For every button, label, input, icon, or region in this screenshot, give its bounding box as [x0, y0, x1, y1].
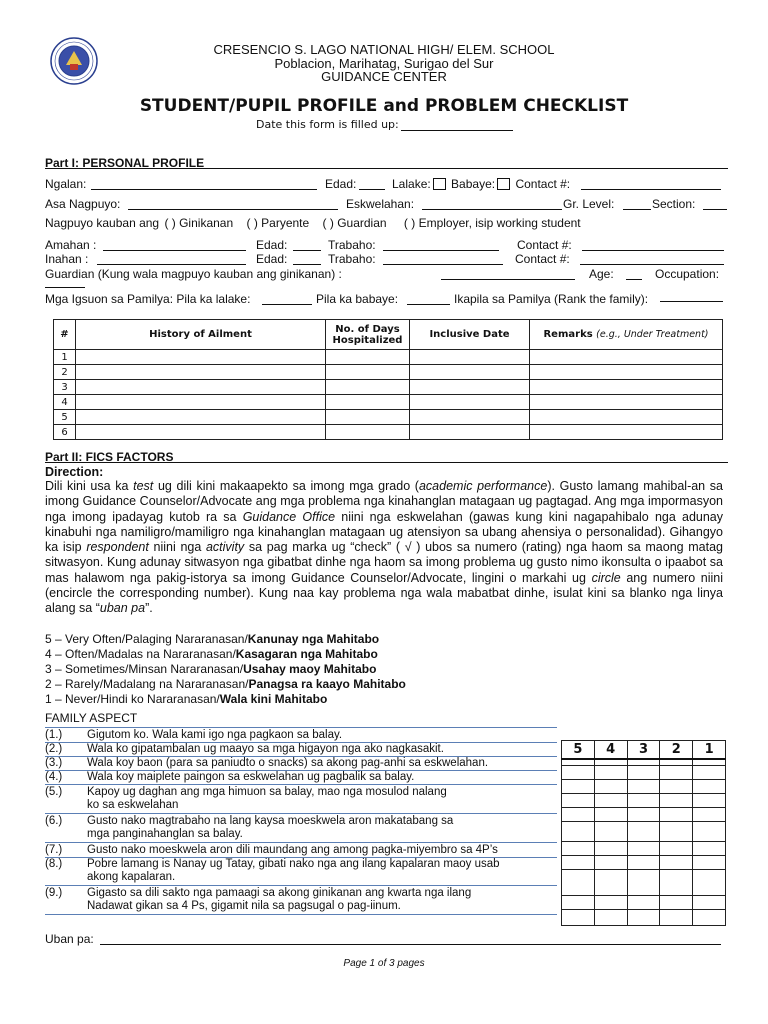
ailment-cell[interactable]: [326, 350, 410, 365]
rating-5: [45, 632, 406, 647]
guardian-overflow-line[interactable]: [45, 287, 85, 288]
family-item-number: (3.): [45, 757, 63, 769]
scale-row: [562, 766, 726, 780]
edad-field[interactable]: [359, 189, 385, 190]
amahan-edad-label: Edad:: [256, 238, 288, 252]
inahan-edad-field[interactable]: [293, 264, 321, 265]
guardian-label: Guardian (Kung wala magpuyo kauban ang ginikanan) :: [45, 267, 342, 281]
ailment-cell[interactable]: [530, 425, 723, 440]
scale-cell[interactable]: [562, 780, 595, 794]
col-history: History of Ailment: [76, 320, 326, 350]
family-item-text-cont: Nadawat gikan sa 4 Ps, gigamit nila sa pagsugal o pag-iinum.: [87, 900, 401, 912]
option-guardian[interactable]: ( ) Guardian: [322, 216, 387, 230]
family-item-text: Gigasto sa dili sakto nga pamaagi sa akong ginikanan ang kwarta nga ilang: [87, 887, 472, 899]
scale-cell[interactable]: [562, 759, 595, 766]
ailment-cell[interactable]: [530, 380, 723, 395]
amahan-field[interactable]: [103, 250, 246, 251]
ailment-table: [53, 319, 723, 440]
scale-row: [562, 842, 726, 856]
eskwelahan-field[interactable]: [422, 209, 562, 210]
ailment-cell[interactable]: [530, 395, 723, 410]
ailment-row-number: 4: [54, 395, 76, 410]
ailment-row-number: 2: [54, 365, 76, 380]
option-employer[interactable]: ( ) Employer, isip working student: [403, 216, 581, 230]
scale-cell[interactable]: [594, 780, 627, 794]
part1-rule: [45, 168, 728, 169]
rating-1-text: 1 – Never/Hindi ko Nararanasan/: [45, 692, 220, 706]
scale-cell[interactable]: [627, 794, 660, 808]
scale-cell[interactable]: [693, 794, 726, 808]
scale-cell[interactable]: [594, 870, 627, 896]
family-item: [45, 815, 557, 843]
family-item-text: Kapoy ug daghan ang mga himuon sa balay, mao nga mosulod nalang: [87, 786, 447, 798]
dir-d: niini nga eskwelahan (gawas kung kini nagapahibalo nga adunay kinabuhi nga namiligro/mamiligro nga kinahanglan matagaan ug atensiyon sa ubang ahensiya o personalidad). Gihangyo ka isip: [45, 509, 723, 555]
family-aspect-heading: FAMILY ASPECT: [45, 711, 138, 725]
babaye-checkbox[interactable]: [497, 178, 510, 190]
asa-nagpuyo-field[interactable]: [128, 209, 338, 210]
scale-cell[interactable]: [627, 910, 660, 926]
scale-cell[interactable]: [693, 910, 726, 926]
scale-cell[interactable]: [562, 856, 595, 870]
rating-1-bold: Wala kini Mahitabo: [219, 692, 328, 706]
ailment-cell[interactable]: [76, 380, 326, 395]
amahan-contact-label: Contact #:: [517, 238, 572, 252]
scale-cell[interactable]: [693, 896, 726, 910]
scale-cell[interactable]: [562, 870, 595, 896]
ikapila-label: Ikapila sa Pamilya (Rank the family):: [454, 292, 649, 306]
scale-cell[interactable]: [627, 856, 660, 870]
ailment-cell[interactable]: [530, 365, 723, 380]
scale-cell[interactable]: [660, 910, 693, 926]
inahan-contact-field[interactable]: [580, 264, 724, 265]
ailment-cell[interactable]: [410, 350, 530, 365]
ailment-cell[interactable]: [410, 395, 530, 410]
family-item: [45, 844, 557, 858]
family-item: [45, 858, 557, 886]
family-item-text: Wala koy baon (para sa paniudto o snacks) sa akong pag-anhi sa eskwelahan.: [87, 757, 489, 769]
scale-row: [562, 910, 726, 926]
ailment-row-number: 6: [54, 425, 76, 440]
rating-5-text: 5 – Very Often/Palaging Nararanasan/: [45, 632, 248, 646]
rating-4: [45, 647, 406, 662]
scale-cell[interactable]: [660, 759, 693, 766]
lalake-label: Lalake:: [392, 177, 431, 191]
family-item: [45, 771, 557, 785]
family-item-number: (9.): [45, 887, 63, 899]
scale-cell[interactable]: [627, 759, 660, 766]
scale-cell[interactable]: [627, 766, 660, 780]
col-days: No. of Days Hospitalized: [326, 320, 410, 350]
scale-cell[interactable]: [693, 856, 726, 870]
family-item-text: Pobre lamang is Nanay ug Tatay, gibati nako nga ang ilang kapalaran maoy usab: [87, 858, 500, 870]
ailment-cell[interactable]: [326, 395, 410, 410]
inahan-field[interactable]: [97, 264, 246, 265]
ailment-row-number: 1: [54, 350, 76, 365]
inahan-edad-label: Edad:: [256, 252, 288, 266]
scale-cell[interactable]: [594, 808, 627, 822]
family-item: [45, 729, 557, 743]
family-item: [45, 887, 557, 915]
scale-cell[interactable]: [660, 780, 693, 794]
amahan-trabaho-field[interactable]: [383, 250, 499, 251]
guardian-age-label: Age:: [589, 267, 614, 281]
family-item: [45, 786, 557, 814]
form-title: STUDENT/PUPIL PROFILE and PROBLEM CHECKLIST: [139, 96, 629, 116]
part2-rule: [45, 462, 728, 463]
family-item-text: Wala koy maiplete paingon sa eskwelahan ug pagbalik sa balay.: [87, 771, 415, 783]
family-item-number: (6.): [45, 815, 63, 827]
scale-cell[interactable]: [594, 822, 627, 842]
rating-2-text: 2 – Rarely/Madalang na Nararanasan/: [45, 677, 249, 691]
scale-row: [562, 896, 726, 910]
scale-cell[interactable]: [594, 842, 627, 856]
scale-cell[interactable]: [594, 856, 627, 870]
inahan-trabaho-label: Trabaho:: [328, 252, 376, 266]
igsuon-lalake-field[interactable]: [262, 304, 312, 305]
scale-cell[interactable]: [562, 808, 595, 822]
igsuon-lalake-label: Mga Igsuon sa Pamilya: Pila ka lalake:: [45, 292, 251, 306]
ailment-cell[interactable]: [76, 410, 326, 425]
col-number: #: [54, 320, 76, 350]
uban-pa-field[interactable]: [100, 944, 721, 945]
col-remarks-note: (e.g., Under Treatment): [596, 329, 709, 340]
family-item-number: (7.): [45, 844, 63, 856]
rating-grid: [561, 740, 726, 926]
dir-activity: activity: [205, 540, 245, 555]
scale-cell[interactable]: [562, 910, 595, 926]
ngalan-label: Ngalan:: [45, 177, 87, 191]
scale-cell[interactable]: [660, 794, 693, 808]
eskwelahan-label: Eskwelahan:: [346, 197, 415, 211]
amahan-edad-field[interactable]: [293, 250, 321, 251]
scale-cell[interactable]: [594, 910, 627, 926]
dir-guidance-office: Guidance Office: [242, 509, 336, 524]
family-item-text-cont: mga panginahanglan sa balay.: [87, 828, 243, 840]
scale-cell[interactable]: [594, 759, 627, 766]
rating-4-text: 4 – Often/Madalas na Nararanasan/: [45, 647, 236, 661]
ailment-cell[interactable]: [326, 425, 410, 440]
scale-cell[interactable]: [562, 842, 595, 856]
page-footer: Page 1 of 3 pages: [343, 958, 425, 969]
scale-row: [562, 822, 726, 842]
direction-paragraph: [45, 479, 723, 617]
date-label: Date this form is filled up:: [256, 118, 399, 131]
amahan-label: Amahan :: [45, 238, 97, 252]
ailment-cell[interactable]: [410, 425, 530, 440]
scale-cell[interactable]: [660, 808, 693, 822]
scale-row: [562, 759, 726, 766]
option-ginikanan[interactable]: ( ) Ginikanan: [164, 216, 234, 230]
ailment-cell[interactable]: [326, 380, 410, 395]
dir-f: sa pag marka ug “check” ( √ ) ubos sa numero (rating) nga haom sa maong matag sitwasyon. Kung adunay sitwasyon nga gibatbat dinhe nga haom sa imong problema ug gusto nimo ikonsulta o ipaabot sa mas halawom nga pakig-istorya sa imong Guidance Counselor/Advocate, lingini o markahi ug: [45, 540, 724, 585]
guardian-age-field[interactable]: [626, 279, 642, 280]
scale-cell[interactable]: [693, 759, 726, 766]
scale-cell[interactable]: [660, 822, 693, 842]
dir-acad: academic performance: [418, 479, 548, 493]
scale-row: [562, 808, 726, 822]
rating-2: [45, 677, 406, 692]
scale-cell[interactable]: [693, 766, 726, 780]
guardian-occupation-label: Occupation:: [655, 267, 720, 281]
ailment-cell[interactable]: [326, 410, 410, 425]
dir-h: ”.: [145, 601, 153, 616]
igsuon-babaye-field[interactable]: [407, 304, 450, 305]
ailment-cell[interactable]: [76, 350, 326, 365]
scale-cell[interactable]: [660, 842, 693, 856]
dir-circle: circle: [591, 570, 621, 585]
scale-cell[interactable]: [660, 766, 693, 780]
gr-level-label: Gr. Level:: [563, 197, 615, 211]
scale-cell[interactable]: [627, 842, 660, 856]
part1-heading: Part I: PERSONAL PROFILE: [45, 156, 205, 170]
scale-header-1: 1: [693, 741, 726, 759]
scale-cell[interactable]: [562, 896, 595, 910]
rating-3: [45, 662, 406, 677]
dir-b: ug dili kini makaapekto sa imong mga grado (: [153, 479, 419, 493]
family-item-text: Gigutom ko. Wala kami igo nga pagkaon sa balay.: [87, 729, 343, 741]
amahan-contact-field[interactable]: [582, 250, 724, 251]
rating-2-bold: Panagsa ra kaayo Mahitabo: [248, 677, 406, 691]
ailment-cell[interactable]: [410, 365, 530, 380]
scale-cell[interactable]: [693, 808, 726, 822]
scale-cell[interactable]: [627, 870, 660, 896]
family-item: [45, 743, 557, 757]
ailment-cell[interactable]: [76, 365, 326, 380]
contact-field[interactable]: [581, 189, 721, 190]
rating-4-bold: Kasagaran nga Mahitabo: [235, 647, 378, 661]
scale-cell[interactable]: [627, 896, 660, 910]
ailment-row: [54, 350, 723, 365]
scale-header-4: 4: [594, 741, 627, 759]
inahan-trabaho-field[interactable]: [383, 264, 503, 265]
inahan-contact-label: Contact #:: [515, 252, 570, 266]
scale-row: [562, 794, 726, 808]
family-item-text: Wala ko gipatambalan ug maayo sa mga higayon nga ako nagkasakit.: [87, 743, 444, 755]
direction-label: Direction:: [45, 465, 104, 479]
col-inclusive-date: Inclusive Date: [410, 320, 530, 350]
scale-cell[interactable]: [693, 842, 726, 856]
scale-cell[interactable]: [660, 896, 693, 910]
scale-cell[interactable]: [594, 896, 627, 910]
lalake-checkbox[interactable]: [433, 178, 446, 190]
ikapila-field[interactable]: [660, 301, 723, 302]
edad-label: Edad:: [325, 177, 357, 191]
rating-scale-list: [45, 632, 406, 707]
family-item: [45, 757, 557, 771]
rating-3-bold: Usahay maoy Mahitabo: [243, 662, 377, 676]
family-item-text: Gusto nako magtrabaho na lang kaysa moeskwela aron makatabang sa: [87, 815, 454, 827]
dir-test: test: [133, 479, 154, 493]
dir-a: Dili kini usa ka: [45, 479, 134, 493]
scale-cell[interactable]: [627, 822, 660, 842]
ailment-row-number: 5: [54, 410, 76, 425]
rating-3-text: 3 – Sometimes/Minsan Nararanasan/: [45, 662, 244, 676]
ailment-cell[interactable]: [76, 425, 326, 440]
dir-c: ). Gusto lamang mahibal-an sa imong Guidance Counselor/Advocate ang mga problema nga kinahanglan matagaan ug pagtagad. Ang mga impormasyon nga imong ipadayag kutob ra sa: [45, 479, 723, 524]
section-label: Section:: [652, 197, 696, 211]
nagpuyo-kauban-label: Nagpuyo kauban ang: [45, 216, 160, 230]
school-name: CRESENCIO S. LAGO NATIONAL HIGH/ ELEM. SCHOOL: [213, 42, 555, 57]
rating-1: [45, 692, 406, 707]
col-remarks-label: Remarks: [543, 329, 593, 340]
scale-cell[interactable]: [627, 780, 660, 794]
ailment-row: [54, 425, 723, 440]
part2-heading: Part II: FICS FACTORS: [45, 450, 174, 464]
ailment-cell[interactable]: [410, 380, 530, 395]
scale-cell[interactable]: [693, 780, 726, 794]
guardian-field[interactable]: [441, 279, 575, 280]
school-address: Poblacion, Marihatag, Surigao del Sur: [274, 56, 494, 71]
section-field[interactable]: [703, 209, 727, 210]
scale-cell[interactable]: [660, 870, 693, 896]
ailment-cell[interactable]: [410, 410, 530, 425]
scale-row: [562, 870, 726, 896]
ailment-cell[interactable]: [530, 410, 723, 425]
option-paryente[interactable]: ( ) Paryente: [246, 216, 310, 230]
ailment-row: [54, 395, 723, 410]
ailment-cell[interactable]: [326, 365, 410, 380]
scale-cell[interactable]: [693, 870, 726, 896]
uban-pa-label: Uban pa:: [45, 932, 94, 946]
scale-cell[interactable]: [562, 766, 595, 780]
family-item-text-cont: akong kapalaran.: [87, 871, 176, 883]
family-item-number: (8.): [45, 858, 63, 870]
scale-cell[interactable]: [660, 856, 693, 870]
rating-5-bold: Kanunay nga Mahitabo: [247, 632, 380, 646]
ailment-row: [54, 365, 723, 380]
contact-label: Contact #:: [515, 177, 571, 191]
scale-header-3: 3: [627, 741, 660, 759]
ailment-cell[interactable]: [530, 350, 723, 365]
babaye-label: Babaye:: [451, 177, 496, 191]
dir-respondent: respondent: [86, 540, 149, 555]
family-top-rule: [45, 727, 557, 728]
date-field[interactable]: [401, 130, 513, 131]
ailment-row-number: 3: [54, 380, 76, 395]
ailment-cell[interactable]: [76, 395, 326, 410]
scale-cell[interactable]: [627, 808, 660, 822]
dir-uban-pa: uban pa: [99, 601, 146, 616]
family-item-number: (2.): [45, 743, 63, 755]
scale-row: [562, 856, 726, 870]
scale-cell[interactable]: [594, 794, 627, 808]
dir-e: niini nga: [148, 540, 206, 555]
scale-cell[interactable]: [562, 794, 595, 808]
ngalan-field[interactable]: [91, 189, 317, 190]
col-remarks: [530, 320, 723, 350]
asa-nagpuyo-label: Asa Nagpuyo:: [45, 197, 121, 211]
scale-header-5: 5: [562, 741, 595, 759]
family-item-text: Gusto nako moeskwela aron dili maundang ang among pagka-miyembro sa 4P’s: [87, 844, 498, 856]
inahan-label: Inahan :: [45, 252, 89, 266]
scale-cell[interactable]: [562, 822, 595, 842]
scale-row: [562, 780, 726, 794]
family-item-number: (4.): [45, 771, 63, 783]
amahan-trabaho-label: Trabaho:: [328, 238, 376, 252]
office-name: GUIDANCE CENTER: [321, 69, 447, 84]
ailment-row: [54, 380, 723, 395]
scale-header-2: 2: [660, 741, 693, 759]
family-item-number: (1.): [45, 729, 63, 741]
ailment-row: [54, 410, 723, 425]
family-item-text-cont: ko sa eskwelahan: [87, 799, 179, 811]
scale-cell[interactable]: [594, 766, 627, 780]
dir-g: ang numero niini (encircle the corresponding number). Kung naa kay problema nga wala mabatbat dinhe, isulat kini sa blanko nga linya alang sa “: [45, 570, 723, 616]
family-item-number: (5.): [45, 786, 63, 798]
igsuon-babaye-label: Pila ka babaye:: [316, 292, 399, 306]
scale-cell[interactable]: [693, 822, 726, 842]
gr-level-field[interactable]: [623, 209, 651, 210]
